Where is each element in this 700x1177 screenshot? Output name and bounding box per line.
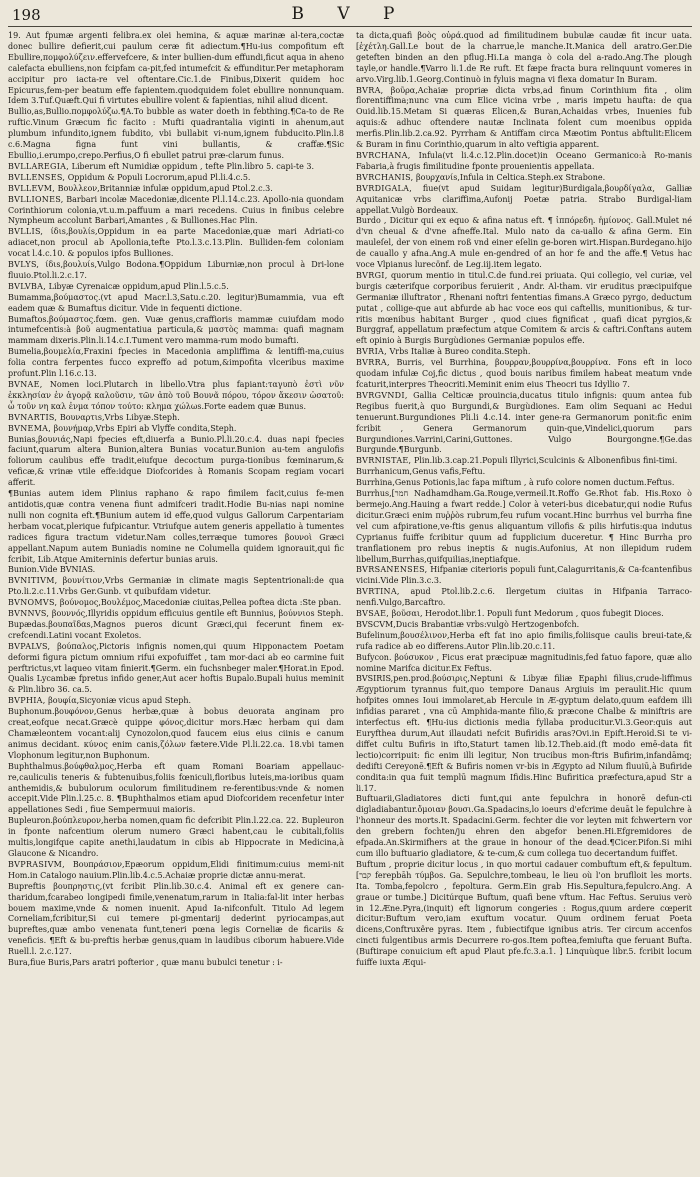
entry-text: Bunion.Vide BVNIAS. xyxy=(8,565,96,575)
entry-text: Burrhus,[חמר Nadhamdham.Ga.Rouge,vermeil.It.Roffo Ge.Rhot fab. His.Roxo ò bermejo.Ang.Hauing a fwart redde.] Color à veteri-bus dicebatur,qui nodie Rufus dicitur.Græci enim πυῤῥὸs rubrum,feu rufum vocant.Hinc burrhus vel burrha fine vel cum afpiratione,ve-ftis genus aliquantum villofis & pilis hirfutis:qua indutus Cyprianus fuiffe fcribitur quum ad fupplicium duceretur. ¶ Hinc Burrha pro tranflationem pro rebus ineptis & nugis.Aufonius, At non illepidum rudem libellum,Burrhas,quifquilias,ineptiafque. xyxy=(356,489,692,564)
dictionary-entry xyxy=(356,587,692,609)
entry-text: Βουναρτιs,Vrbs Libyæ.Steph. xyxy=(59,412,180,422)
entry-headword: BVRIA, xyxy=(356,347,387,357)
dictionary-entry xyxy=(8,184,344,195)
entry-text: Burdo , Dicitur qui ex equo & afina natus eft. ¶ ἱππόρεδη. ἡμίονος. Gall.Mulet né d'vn cheual & d'vne afneffe.Ital. Mulo nato da ca-uallo & afina Germ. Ein mauleſel, der von einem roß vnd einer eſelin ge-boren wirt.Hispan.Burdegano.hijo de cauallo y afna.Ang.A mule en-gendred of an hor fe and the affe.¶ Vetus hac voce Vlpianus lurecönf. de Leg.iij.item legato. xyxy=(356,216,692,270)
entry-text: Liberum eft Numidiæ oppidum , tefte Plin.libro 5. capi-te 3. xyxy=(71,161,315,171)
dictionary-entry xyxy=(8,598,344,609)
dictionary-entry xyxy=(8,282,344,293)
entry-text: Gallia Celticæ prouincia,ducatus titulo infignis: quum antea fub Regibus fuerit,à quo Burgundi,& Burgùdiones. Eam olim Sequani ac Hedui tenuerunt.Burgundiones Pli.li 4.c.14. inter gene-ra Germanorum ponit:fic enim fcribit , Genera Germanorum quin-que,Vindelici,quorum pars Burgundiones.Varrini,Carini,Guttones. Vulgo Bourgongne.¶Ge.das Burgunde.¶Burgunb. xyxy=(356,390,692,455)
dictionary-entry xyxy=(356,31,692,86)
dictionary-entry xyxy=(356,794,692,859)
dictionary-entry xyxy=(8,642,344,697)
dictionary-entry xyxy=(356,216,692,271)
entry-headword: BVNITIVM, xyxy=(8,576,58,586)
dictionary-entry xyxy=(8,435,344,490)
entry-headword: BVLYS, xyxy=(8,260,40,270)
entry-text: Bumelia,βουμελία,Fraxini fpecies in Macedonia ampliffima & lentiffi-ma,cuius folia contra ferpentes fucco expreffo ad potum,&impofita vlceribus maxime profunt.Plin l.16.c.13. xyxy=(8,347,344,379)
dictionary-entry xyxy=(356,620,692,631)
entry-text: fiue(vt apud Suidam legitur)Burdigala,βουρδίγαλα, Galliæ Aquitanicæ vrbs clariffima,Aufonij Poetæ patria. Strabo Burdigal-liam appellat.Vulgò Bordeaux. xyxy=(356,183,692,215)
text-columns xyxy=(8,27,692,1171)
entry-headword: BVRCHANA, xyxy=(356,150,411,160)
dictionary-entry xyxy=(356,631,692,653)
entry-text: βουννός,Illyridis oppidum efficuius gentile eft Bunnius, βούννιοs Steph. xyxy=(51,609,344,619)
entry-headword: BVNARTIS, xyxy=(8,412,58,422)
dictionary-entry xyxy=(8,816,344,860)
entry-headword: BVNAE, xyxy=(8,380,43,389)
dictionary-entry xyxy=(356,609,692,620)
entry-headword: BVRCHANIS, xyxy=(356,172,414,182)
entry-headword: BVRGVNDI, xyxy=(356,390,408,400)
entry-headword: BVNEMA, xyxy=(8,423,52,433)
entry-text: Buphonum.βουφόνον,Genus herbæ,quæ à bobus deuorata anginam pro creat,eofque necat.Græcè quippe φόνος,dicitur mors.Hæc herbam qui dam Chamæleontem vocant:alij Cynozolon,quod faucem eius eius ciinis e canum animus decidant. κύνος enim canis,ζόλων fætere.Vide Pl.li.22.ca. 18.vbi tamen Vlophonum legitur,non Buphonum. xyxy=(8,707,344,760)
entry-text: Hifpaniæ citerioris populi funt,Calagurritanis,& Ca-fcantenfibus vicini.Vide Plin.3.c.3. xyxy=(356,565,692,586)
entry-text: βούπαλος,Pictoris infignis nomen,qui quum Hipponactem Poetam deformi figura pictum omnium rifui expofuiffet , tam mor-daci ab eo carmine fuit perftrictus,vt laqueo vitam finierit.¶Germ. ein fuchsnbeger maler.¶Horat.in Epod. Qualis Lycambæ fpretus infido gener,Aut acer hoftis Bupalo.Bupali huius meminit & Plin.libro 36. ca.5. xyxy=(8,641,344,695)
entry-text: Bupædas.βουπαῖδαs,Magnos pueros dicunt Græci,qui fecerunt finem ex-crefcendi.Latini vocant Exoletos. xyxy=(8,619,344,640)
entry-text: quorum mentio in titul.C.de fund.rei priuata. Qui collegio, vel curiæ, vel burgis cæterifque corporibus feruierit , Andr. Al-tham. vir eruditus præcipuifque Germaniæ illuftrator , Rhenani noftri fententias fimans.A Græco pyrgo, deductum putat , collige-que aut abfurde ab hac voce eos qui caftellis, munitionibus, & tur-ritis mœnibus habitant Burger , quod ciues fignificat , quafi dicat pyrgios,& Burggraf, appellatum præfectum atque Comitem & arcis & caftri.Conftans autem eft opinio à Burgis Burgùdiones Germaniæ populos effe. xyxy=(356,270,692,346)
entry-text: βουνήμαρ,Vrbs Epiri ab Vlyffe condita,Steph. xyxy=(53,423,237,433)
entry-text: Barbari incolæ Macedoniæ,dicente Pl.l.14.c.23. Apollo-nia quondam Corinthiorum colonia,vt.u.m.paffuum a mari recedens. Cuius in finibus celebre Nympheum accolunt Barbari,Amantes , & Bulliones.Hac Plin. xyxy=(8,194,344,226)
dictionary-entry xyxy=(356,653,692,675)
left-column xyxy=(8,31,344,1171)
entry-text: Oppidum & Populi Locrorum,apud Pl.li.4.c.5. xyxy=(67,172,251,182)
entry-text: Infula(vt li.4.c.12.Plin.docet)in Oceano Germanico:à Ro-manis Fabaria,à frugis fimilitudine fponte prouenientis appellata. xyxy=(356,150,692,171)
right-column xyxy=(356,31,692,1171)
dictionary-entry xyxy=(8,424,344,435)
entry-text: βουφία,Sicyoniæ vicus apud Steph. xyxy=(48,696,192,706)
entry-text: βοῦρα,Achaiæ propriæ dicta vrbs,ad finum Corinthium fita , olim florentiffima;nunc vna cum Elice vicina vrbe , maris impetu haufta: de qua Ouid.lib.15.Metam Si quæras Elicen,& Buran,Achaidas vrbes, Inuenies fub aquis:& adhuc oftendere nautæ Inclinata folent cum moenibus oppida merfis.Plin.lib.2.ca.92. Pyrrham & Antiffam circa Mæotim Pontus abftulit:Elicem & Buram in finu Corinthio,quarum in alto veftigia apparent. xyxy=(356,85,692,150)
dictionary-entry xyxy=(8,31,344,107)
entry-text: Bura,fiue Buris,Pars aratri pofterior , quæ manu bubulci tenetur : i- xyxy=(8,958,283,968)
entry-headword: BVLLAREGIA, xyxy=(8,161,70,171)
entry-text: βούνομος,Βουλέμος,Macedoniæ ciuitas,Pellea poftea dicta :Ste pban. xyxy=(59,598,342,608)
entry-text: Libyæ Cyrenaicæ oppidum,apud Plin.l.5.c.5. xyxy=(48,281,229,291)
dictionary-entry xyxy=(8,293,344,315)
dictionary-entry xyxy=(8,707,344,762)
dictionary-entry xyxy=(356,184,692,217)
dictionary-entry xyxy=(8,762,344,817)
entry-text: βουνίτιον,Vrbs Germaniæ in climate magis Septentrionali:de qua Pto.li.2.c.11.Vrbs Ger.Gunb. vt quibufdam videtur. xyxy=(8,576,344,597)
entry-headword: BVNNVS, xyxy=(8,609,50,619)
entry-headword: BVNOMVS, xyxy=(8,598,58,608)
page-number: 198 xyxy=(12,6,41,24)
dictionary-entry xyxy=(8,882,344,958)
entry-text: Bupreftis βουπρηστις,(vt fcribit Plin.lib.30.c.4. Animal eft ex genere can-tharidum,fcarabeo longipedi fimile,venenatum,rarum in Italia:fal-lit inter herbas bouem maxime,vnde & nomen inuenit. Apud Ia-nifconfult. Titulo Ad legem Corneliam,fcribitur,Si cui temere pi-gmentarij dederint pyriocampas,aut bupreftes,quæ ambo venenata funt,teneri pœna legis Corneliæ de ficariis & veneficis. ¶Eft & bu-preftis herbæ genus,quam in laudibus ciborum habuere.Vide Ruell.l. 2.c.127. xyxy=(8,881,344,957)
page-header xyxy=(8,4,692,27)
entry-text: ta dicta,quafi βοὸς οὐρά.quod ad fimilitudinem bubulæ caudæ fit incur uata.[ἐχέτλη.Gall.Le bout de la charrue,le manche.It.Manica dell aratro.Ger.Die geteften binden an den pflug.Hi.La manga ò cola del a-rado.Ang.The plough tayle,or handle.¶Varro li.1.de Re ruft. Et fæpe fracta bura relinquunt vomeres in arvo.Virg.lib.1.Georg.Continuò in fyluis magna vi flexa domatur In Buram. xyxy=(356,31,692,84)
entry-headword: BVRTINA, xyxy=(356,587,400,597)
dictionary-entry xyxy=(356,173,692,184)
entry-text: Buphthalmus.βούφθαλμος,Herba eft quam Romani Boariam appellauc-re,cauliculis teneris & fubtenuibus,foliis fœniculi,floribus luteis,ma-ioribus quam anthemidis,& bubulorum oculorum fimilitudinem re-ferentibus:vnde & nomen accepit.Vide Plin.l.25.c. 8. ¶Buphthalmos etiam apud Diofcoridem recenfetur inter appellationes Sedi , fiue Sempermuui maioris. xyxy=(8,761,344,815)
dictionary-entry xyxy=(356,456,692,467)
entry-headword: BVLLIONES, xyxy=(8,194,64,204)
dictionary-entry xyxy=(356,347,692,358)
dictionary-entry xyxy=(8,347,344,380)
entry-text: ίδιs,βουλίs,Oppidum in ea parte Macedoniæ,quæ mari Adriati-co adiacet,non procul ab Apollonia,tefte Pto.l.3.c.13.Plin. Bulliden-fem coloniam vocat l.4.c.10. & populos ipfos Bulliones. xyxy=(8,227,344,259)
dictionary-entry xyxy=(356,271,692,347)
entry-text: Buftum , proprie dicitur locus , in quo mortui cadauer combuftum eft,& fepultum. [קבר ferepbāh τύμβοs. Ga. Sepulchre,tombeau, le lieu où l'on bruflloit les morts. Ita. Tomba,fepolcro , fepoltura. Germ.Ein grab His.Sepultura,fepulcro.Ang. A graue or tumbe.] Dicitúrque Buftum, quafi bene vftum. Hac Feftus. Seruius verò in 12.Æne.Pyra,(inquit) eft lignorum congeries : Rogus,quum ardere cœperit dicitur:Buftum vero,iam exuftum vocatur. Quum ordinem feruat Poeta dicens,Conftruxêre pyras. Item , fubiectifque ignibus atris. Ter circum accenfos cincti fulgentibus armis Decurrere ro-gos.Item poftea,femiufta que feruant Bufta. (Buftirape conuicium eft apud Plaut pfe.fc.3.a.1. ] Linquùque libr.5. fcribit locum fuiffe iuxta Æqui- xyxy=(356,859,692,968)
entry-text: Bufelinum,βουσέλινον,Herba eft fat ino apio fimilis,foliisque caulis breui-tate,& rufa radice ab eo differens.Autor Plin.lib.20.c.11. xyxy=(356,630,692,651)
entry-headword: BVRNISTAE, xyxy=(356,456,412,466)
entry-headword: BVLLENSES, xyxy=(8,172,66,182)
entry-text: Bunias,βουνιάς,Napi fpecies eft,diuerfa a Bunio.Pl.li.20.c.4. duas napi fpecies faciunt,quarum altera Bunion,altera Bunias vocatur.Bunion au-tem angulofis foliorum caulibus effe tradit,eiufque decoctum purga-tionibus fœminarum,& veficæ,& vrinæ vtile effe:idque Diofcorides à Romanis Scopam regiam vocari afferit. xyxy=(8,434,344,488)
entry-text: BVSIRIS,pen.prod.βούσιρις,Neptuni & Libyæ filiæ Epaphi filius,crude-liffimus Ægyptiorum tyrannus fuit,quo tempore Danaus Argiuis im peraulit.Hic quum hofpites omnes Ioui immolaret,ab Hercule in Æ-gyptum delato,quum eafdem illi infidias pararet , vna cū Amphida-mante filio,& præcone Chalbe & miniftris are interfectus eft. ¶Hu-ius dictionis media fyllaba producitur.Vi.3.Geor:quis aut Euryfthea durum,Aut illaudati nefcit Bufiridis aras?Ovi.in Epift.Heroid.Si te vi-diffet cultu Bufiris in ifto,Staturt tamen lib.12.Theb.aid.(ft modo emē-data fit lectio)corripuit: fic enim illi legitur, Non trucibus mon-ftris Bufirim,infandāmq; dedifti Cereyonē.¶Eft & Bufiris nomen vr-bis in Ægypto ad Nilum fluuiū,à Bufiride condita:in qua fuit templū magnum Ifidis.Hinc Bufiritica præfectura,apud Str a li.17. xyxy=(356,674,692,793)
entry-headword: BVRGI, xyxy=(356,270,388,280)
entry-text: Nomen loci.Plutarch in libello.Vtra plus fapiant:ταγυπὸ ἐστὶ νῦν ἐκκλησίαν ἐν ἀγορᾷ καλοῦσιν, τῶν ἀπὸ τοῦ Βουνᾶ πόρου, τόρον ἄκεσιν ὠσατοῦ: ὧ τοῦν νη καλ ἐνμα τόπον τούτο: κλημα χώλωs.Forte eadem quæ Bunus. xyxy=(8,380,344,411)
entry-text: Βουπράσιον,Epæorum oppidum,Elidi finitimum:cuius memi-nit Hom.in Catalogo nauium.Plin.lib.4.c.5.Achaiæ proprie dictæ annu-merat. xyxy=(8,859,344,880)
entry-headword: BVLLIS, xyxy=(8,227,44,237)
dictionary-entry xyxy=(356,467,692,478)
entry-text: Burrhina,Genus Potionis,lac fapa miftum , à rufo colore nomen ductum.Feftus. xyxy=(356,478,675,488)
entry-text: Bumamma,βούμαστος.(vt apud Macr.l.3,Satu.c.20. legitur)Bumammia, vua eft eadem quæ & Bumaftus dicitur. Vide in fequenti dictione. xyxy=(8,292,344,313)
dictionary-entry xyxy=(356,358,692,391)
entry-text: Bupleuron.βούπλευρον,herba nomen,quam fic defcribit Plin.l.22.ca. 22. Bupleuron in fponte nafcentium olerum numero Græci habent,cau le cubitali,foliis multis,longifque capite anethi,laudatum in cibis ab Hippocrate in Medicina,à Glaucone & Nicandro. xyxy=(8,816,344,858)
running-head: B V P xyxy=(291,4,409,24)
entry-headword: BVRA, xyxy=(356,85,384,95)
dictionary-entry xyxy=(356,674,692,794)
dictionary-entry xyxy=(8,565,344,576)
entry-headword: BVPALVS, xyxy=(8,641,51,651)
entry-text: βοῦσαι, Herodot.libr.1. Populi funt Medorum , quos fubegit Dioces. xyxy=(391,609,664,619)
entry-text: Burris, vel Burrhina, βουρραν,βουρρίνα,βουρρίνα. Fons eft in loco quodam infulæ Coj,fic dictus , quod bouis naribus fimilem habeat meatum vnde fcaturit,interpres Theocriti.Meminit enim eius Theocri tus Idyllio 7. xyxy=(356,358,692,389)
dictionary-entry xyxy=(8,260,344,282)
dictionary-entry xyxy=(356,565,692,587)
dictionary-entry xyxy=(8,413,344,424)
dictionary-entry xyxy=(356,391,692,456)
dictionary-entry xyxy=(356,86,692,151)
dictionary-entry xyxy=(356,478,692,489)
entry-headword: BVPRASIVM, xyxy=(8,859,65,869)
entry-text: Buftuarii,Gladiatores dicti funt,qui ante fepulchra in honorē defun-cti digladiabantur.ὄμοιαν βουσι.Ga.Spadacins,lo ioeurs d'efcrime deuāt le fepulchre à l'honneur des morts.It. Spadacini.Germ. fechter die vor leyten mit fchwertern vor den grebern fochten/ju ehren den abgefor benen.Hi.Efgremidores de efpada.An.Skirmifhers at the graue in honour of the dead.¶Cicer.Pifon.Si mihi cum illo buftuario gladiatore, & te-cum,& cum collega tuo decertandum fuiffet. xyxy=(356,794,692,858)
dictionary-entry xyxy=(8,162,344,173)
entry-text: βουρχανίs,Infula in Celtica.Steph.ex Strabone. xyxy=(416,172,606,182)
entry-text: 19. Aut fpumæ argenti felibra.ex olei hemina, & aquæ marinæ al-tera,coctæ donec bullire defierit,cui paulum ceræ fit adiectum.¶Hu-ius compofitum eft Ebullire,πομφολύζειν.effervefcere, & inter bullien-dum effundi,ficut aqua in aheno calefacta ebulliens,non fcipfam ca-pit,fed intumefcit & effunditur.Per metaphoram accipitur pro iacta-re vel oftentare.Cic.1.de Finibus,Dixerit quidem hoc Epicurus,fem-per beatum effe fapientem.quodquidem folet ebullire nonnunquam. Idem 3.Tuf.Quæft.Qui fi virtutes ebullire volent & fapientias, nihil aliud dicent. xyxy=(8,31,344,106)
entry-headword: BVRDIGALA, xyxy=(356,183,413,193)
dictionary-entry xyxy=(356,860,692,969)
dictionary-entry xyxy=(356,151,692,173)
dictionary-entry xyxy=(8,860,344,882)
entry-text: Burrhanicum,Genus vafis,Feftu. xyxy=(356,467,486,477)
entry-text: ¶Bunias autem idem Plinius raphano & rapo fimilem facit,cuius fe-men antidotis,quæ contra venena fiunt admifceri tradit.Hodie Bu-nias napi nomine nulli non cognita eft.¶Bunium autem id effe,quod vulgus Gallorum Carpentariam herbam vocat,plerique fufpicantur. Vtriufque autem generis appellatio à tumentes radices figura tractum videtur.Nam colles,terræque tumores βουνοὶ Græci appellant.Napum autem Buniadis nomine ne Columella quidem ignorauit,qui fic fcribit, Lib.Atque Amiterninis defertur bunias aruis. xyxy=(8,489,344,564)
dictionary-entry xyxy=(356,489,692,565)
entry-headword: BVLLEVM, xyxy=(8,183,56,193)
entry-text: Vrbs Italiæ à Bureo condita.Steph. xyxy=(389,347,531,357)
entry-text: apud Ptol.lib.2.c.6. Ilergetum ciuitas in Hifpania Tarraco-nenfi.Vulgo,Barcaftro. xyxy=(356,587,692,608)
entry-text: Bumaftos.βούμαστος.fœm. gen. Vuæ genus,craffioris mammæ cuiufdam modo intumefcentis:à βοῦ augmentatiua particula,& μαστὸς mamma: quafi magnam mammam dixeris.Plin.li.14.c.I.Tument vero mamma-rum modo bumafti. xyxy=(8,314,344,346)
dictionary-entry xyxy=(8,620,344,642)
dictionary-entry xyxy=(8,173,344,184)
entry-headword: BVLVBA, xyxy=(8,281,47,291)
entry-headword: BVRRA, xyxy=(356,358,390,368)
entry-text: ίδιs,βουλυίs,Vulgo Bodona.¶Oppidum Liburniæ,non procul à Dri-lone fluuio.Ptol.li.2.c.17. xyxy=(8,260,344,280)
dictionary-entry xyxy=(8,696,344,707)
entry-text: Plin.lib.3.cap.21.Populi Illyrici,Sculcinis & Albonenfibus fini-timi. xyxy=(413,456,678,466)
dictionary-entry xyxy=(8,195,344,228)
dictionary-entry xyxy=(8,227,344,260)
dictionary-entry xyxy=(8,107,344,162)
dictionary-entry xyxy=(8,489,344,565)
dictionary-entry xyxy=(8,315,344,348)
entry-text: Bufycon. βούσυκον , Ficus erat præcipuæ magnitudinis,fed fatuo fapore, quæ alio nomine Marifca dicitur.Ex Feftus. xyxy=(356,652,692,673)
dictionary-entry xyxy=(8,958,344,969)
entry-headword: BVPHIA, xyxy=(8,696,46,706)
dictionary-entry xyxy=(8,380,344,413)
dictionary-entry xyxy=(8,576,344,598)
entry-text: BVSCVM,Ducis Brabantiæ vrbs:vulgò Hertzogenbofch. xyxy=(356,619,580,629)
entry-headword: BVRSANENSES, xyxy=(356,565,428,575)
entry-headword: BVSAE, xyxy=(356,609,390,619)
entry-text: Bullio,as,Bullio.πομφολύζω.¶A.To bubble as water doeth in febthing.¶Ca-to de Re ruftic.Vinum Græcum fic facito : Mufti quadrantalia viginti in ahenum,aut plumbum infundito,ignem fubdito, vbi bullabit vi-num,ignem fubducito.Plin.l.8 c.6.Magna figna funt vini bullantis, & craffæ.¶Sic Ebullio,i.erumpo,crepo.Perfius,O fi ebullet patrui præ-clarum funus. xyxy=(8,107,344,160)
dictionary-entry xyxy=(8,609,344,620)
entry-text: Βουλλεον,Britanniæ infulæ oppidum,apud Ptol.2.c.3. xyxy=(57,183,273,193)
